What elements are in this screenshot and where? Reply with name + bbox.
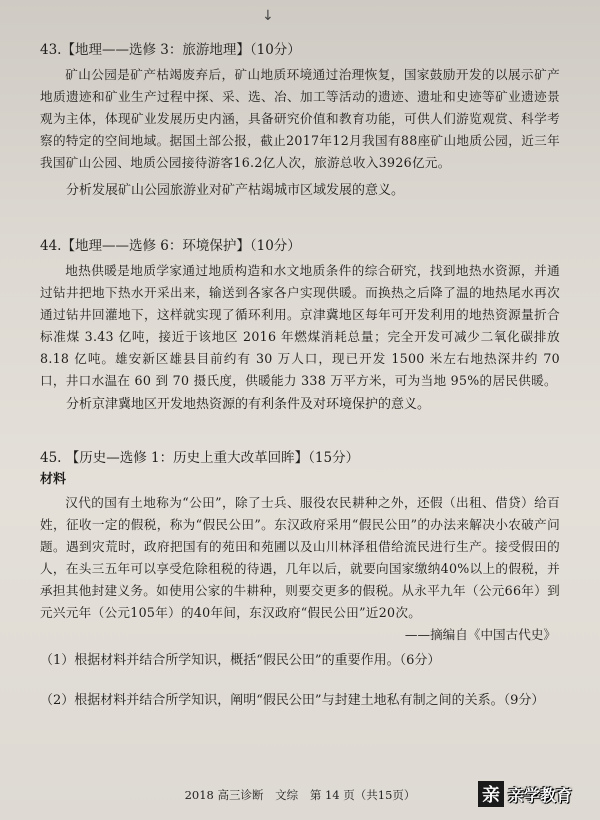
question-45-title: 45. 【历史—选修 1：历史上重大改革回眸】（15分）: [40, 450, 360, 466]
question-44-paragraph: 地热供暖是地质学家通过地质构造和水文地质条件的综合研究，找到地热水资源，并通过钻井把地下热水开采出来，输送到各家各户实现供暖。而换热之后降了温的地热尾水再次通过钻井回灌地下，这样就实现了循环利用。京津冀地区每年可开发利用的地热资源量折合标准煤 3.43 亿吨，接近于该地区 2016 年燃煤消耗总量；完全开发可减少二氧化碳排放 8.18 亿吨。雄安新区雄县目前约有 30 万人口，现已开发 1500 米左右地热深井约 70 口，井口水温在 60 到 70 摄氏度，供暖能力 338 万平方米，可为当地 95%的居民供暖。: [40, 263, 560, 388]
question-45-sub-2: （2）根据材料并结合所学知识，阐明“假民公田”与封建土地私有制之间的关系。（9分）: [40, 693, 545, 708]
logo-mark-icon: 亲: [478, 781, 504, 807]
question-43-title: 43.【地理——选修 3：旅游地理】（10分）: [40, 42, 301, 58]
question-45: [40, 448, 560, 712]
question-44: [40, 236, 560, 416]
logo-text: 亲学教育: [508, 785, 573, 805]
question-43: [40, 40, 560, 202]
question-43-paragraph: 矿山公园是矿产枯竭废弃后，矿山地质环境通过治理恢复，国家鼓励开发的以展示矿产地质遗迹和矿业生产过程中探、采、选、冶、加工等活动的遗迹、遗址和史迹等矿业遗迹景观为主体，体现矿业发展历史内涵，具备研究价值和教育功能，可供人们游览观赏、科学考察的特定的空间地域。据国土部公报，截止2017年12月我国有88座矿山地质公园，近三年我国矿山公园、地质公园接待游客16.2亿人次，旅游总收入3926亿元。: [40, 67, 560, 170]
question-43-prompt: 分析发展矿山公园旅游业对矿产枯竭城市区域发展的意义。: [66, 183, 405, 198]
question-45-material: 汉代的国有土地称为“公田”，除了士兵、服役农民耕种之外，还假（出租、借贷）给百姓，征收一定的假税，称为“假民公田”。东汉政府采用“假民公田”的办法来解决小农破产问题。遇到灾荒时，政府把国有的苑田和苑圃以及山川林泽租借给流民进行生产。接受假田的人，在头三五年可以享受危除租税的待遇，几年以后，就要向国家缴纳40%以上的假税，并承担其他封建义务。如使用公家的牛耕种，则要交更多的假税。从永平九年（公元66年）到元兴元年（公元105年）的40年间，东汉政府“假民公田”近20次。: [40, 495, 560, 620]
footer-subject: 文综: [275, 788, 299, 802]
question-44-title: 44.【地理——选修 6：环境保护】（10分）: [40, 238, 301, 254]
pen-mark: ↓: [262, 8, 274, 24]
material-label: 材料: [40, 472, 67, 487]
footer-page-number: 第 14 页（共15页）: [309, 788, 416, 802]
footer-exam: 2018 高三诊断: [184, 788, 264, 802]
question-44-prompt: 分析京津冀地区开发地热资源的有利条件及对环境保护的意义。: [66, 397, 431, 412]
material-source: ——摘编自《中国古代史》: [404, 627, 556, 642]
watermark-logo: [478, 778, 594, 810]
question-45-sub-1: （1）根据材料并结合所学知识，概括“假民公田”的重要作用。（6分）: [40, 653, 441, 668]
